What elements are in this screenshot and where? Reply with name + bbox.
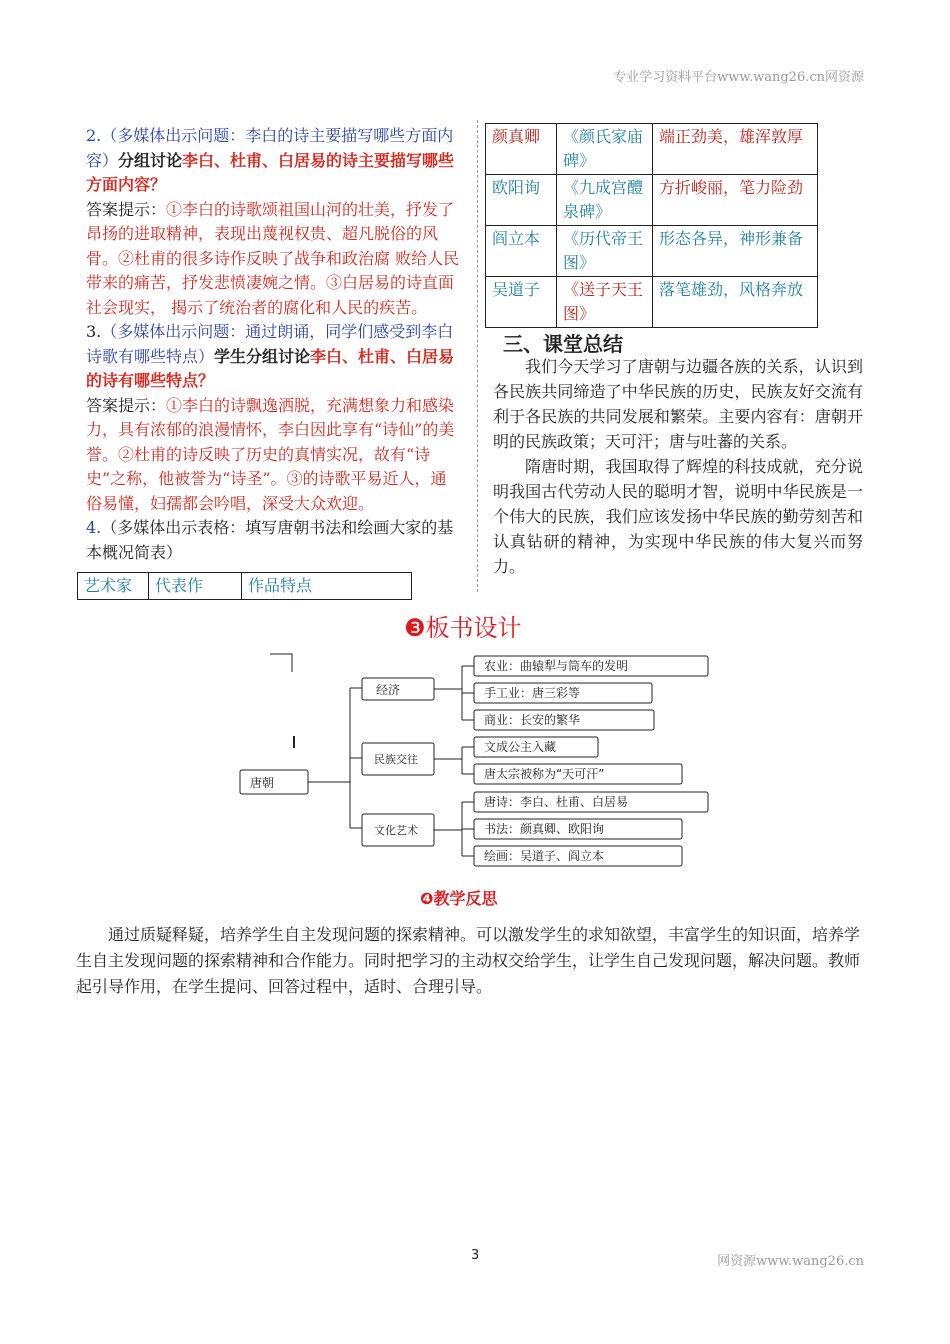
footer-site: 网资源www.wang26.cn [717, 1254, 864, 1269]
question-3 [86, 320, 462, 394]
cell-work: 《历代帝王图》 [557, 226, 653, 277]
header-feature: 作品特点 [242, 573, 412, 600]
q3-instruction: 学生分组讨论 [214, 346, 311, 366]
leaf-label: 书法：颜真卿、欧阳询 [484, 822, 605, 836]
cell-work: 《送子天王图》 [557, 277, 653, 328]
header-work: 代表作 [149, 573, 242, 600]
leaf-label: 唐太宗被称为“天可汗” [484, 767, 605, 781]
leaf-label: 唐诗：李白、杜甫、白居易 [484, 795, 629, 809]
cell-work: 《颜氏家庙碑》 [557, 124, 653, 175]
summary-paragraph-2: 隋唐时期，我国取得了辉煌的科技成就，充分说明我国古代劳动人民的聪明才智，说明中华民族是一个伟大的民族，我们应该发扬中华民族的勤劳刻苦和认真钻研的精神，为实现中华民族的伟大复兴而努力。 [493, 457, 863, 576]
q3-answer [86, 394, 462, 517]
table-row [486, 226, 818, 277]
cell-artist: 吴道子 [486, 277, 557, 328]
board-diagram [230, 648, 730, 878]
q2-answer-label: 答案提示： [86, 199, 167, 219]
q3-number: 3. [86, 322, 102, 341]
leaf-label: 绘画：吴道子、阎立本 [484, 849, 605, 863]
question-4 [86, 516, 462, 565]
q2-number: 2. [86, 126, 102, 145]
cell-work: 《九成宫醴泉碑》 [557, 175, 653, 226]
q2-answer [86, 198, 462, 321]
q3-prompt: （多媒体出示问题：通过朗诵，同学们感受到李白诗歌有哪些特点） [86, 322, 454, 366]
q3-question: 李白、杜甫、白居易的诗有哪些特点？ [86, 346, 455, 390]
table-row [486, 175, 818, 226]
leaf-label: 手工业：唐三彩等 [484, 686, 581, 700]
q2-question: 李白、杜甫、白居易的诗主要描写哪些方面内容？ [86, 150, 455, 194]
root-label: 唐朝 [250, 776, 275, 790]
art-table-header [77, 572, 412, 600]
question-2 [86, 124, 462, 198]
q2-prompt: （多媒体出示问题：李白的诗主要描写哪些方面内容） [86, 126, 454, 170]
header-site: 专业学习资料平台www.wang26.cn网资源 [613, 70, 864, 85]
header-artist: 艺术家 [78, 573, 149, 600]
summary-paragraph-1: 我们今天学习了唐朝与边疆各族的关系，认识到各民族共同缔造了中华民族的历史，民族友好交流有利于各民族的共同发展和繁荣。主要内容有：唐朝开明的民族政策；天可汗；唐与吐蕃的关系。 [493, 357, 863, 451]
leaf-label: 农业：曲辕犁与筒车的发明 [484, 659, 629, 673]
q2-answer-text: ①李白的诗歌颂祖国山河的壮美，抒发了昂扬的进取精神，表现出蔑视权贵、超凡脱俗的风骨。②杜甫的很多诗作反映了战争和政治腐 败给人民带来的痛苦，抒发悲愤凄婉之情。③白居易的诗直面社会现实， 揭示了统治者的腐化和人民的疾苦。 [86, 199, 460, 317]
cell-feature: 落笔雄劲，风格奔放 [653, 277, 818, 328]
art-table-body [485, 123, 818, 328]
cell-artist: 颜真卿 [486, 124, 557, 175]
cell-feature: 端正劲美，雄浑敦厚 [653, 124, 818, 175]
left-column [86, 124, 462, 565]
branch-label: 民族交往 [374, 753, 418, 766]
q2-instruction: 分组讨论 [118, 150, 183, 170]
summary [493, 354, 863, 579]
page-number: 3 [471, 1248, 480, 1263]
board-title: ❸板书设计 [404, 614, 522, 642]
column-divider [477, 120, 478, 592]
cell-artist: 阎立本 [486, 226, 557, 277]
table-row [486, 277, 818, 328]
q4-text: （多媒体出示表格：填写唐朝书法和绘画大家的基本概况简表） [86, 518, 454, 562]
cell-feature: 形态各异，神形兼备 [653, 226, 818, 277]
reflection-title: ❹教学反思 [420, 889, 498, 908]
leaf-label: 商业：长安的繁华 [484, 713, 581, 727]
section3-title: 三、课堂总结 [503, 332, 623, 356]
branch-label: 经济 [376, 683, 401, 697]
cell-feature: 方折峻丽，笔力险劲 [653, 175, 818, 226]
branch-label: 文化艺术 [374, 824, 418, 837]
q3-answer-label: 答案提示： [86, 395, 167, 415]
q3-answer-text: ①李白的诗飘逸洒脱，充满想象力和感染力，具有浓郁的浪漫情怀，李白因此享有“诗仙”的美誉。②杜甫的诗反映了历史的真情实况，故有“诗史”之称，他被誉为“诗圣”。③的诗歌平易近人，通俗易懂，妇孺都会吟唱，深受大众欢迎。 [86, 395, 455, 513]
table-row [486, 124, 818, 175]
leaf-label: 文成公主入藏 [484, 740, 557, 754]
q4-number: 4. [86, 518, 102, 537]
reflection-text: 通过质疑释疑，培养学生自主发现问题的探索精神。可以激发学生的求知欲望，丰富学生的知识面，培养学生自主发现问题的探索精神和合作能力。同时把学习的主动权交给学生，让学生自己发现问题，解决问题。教师起引导作用，在学生提问、回答过程中，适时、合理引导。 [76, 925, 861, 996]
cell-artist: 欧阳询 [486, 175, 557, 226]
